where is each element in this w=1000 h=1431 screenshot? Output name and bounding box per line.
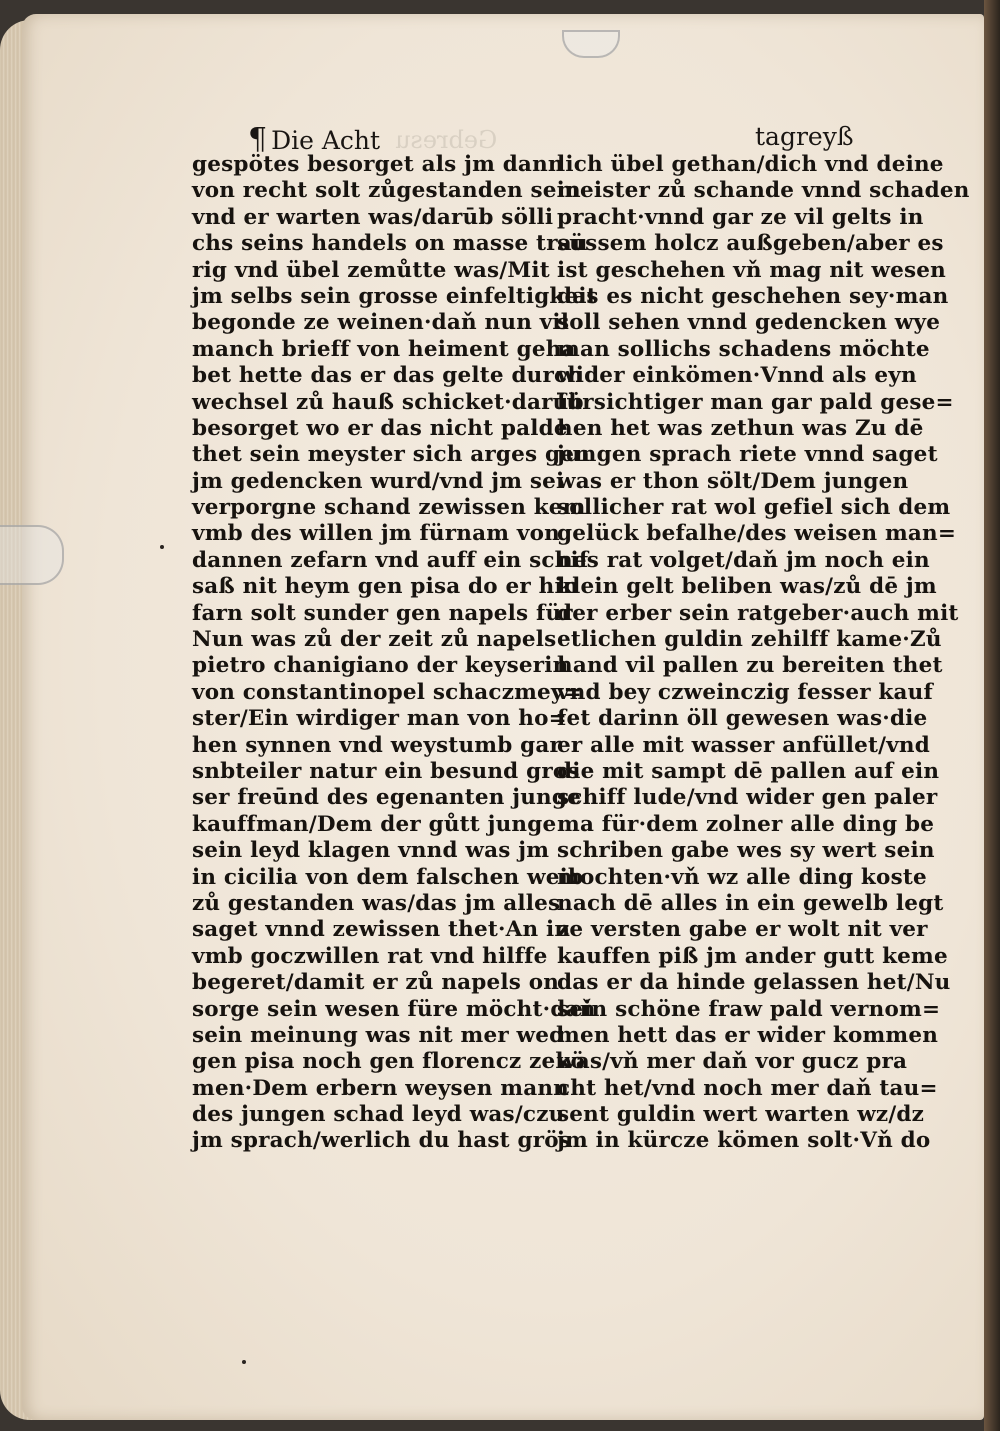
text-line: gespötes besorget als jm dann xyxy=(192,152,564,177)
text-line: rig vnd übel zemůtte was/Mit xyxy=(192,257,550,283)
text-line: man sollichs schadens möchte xyxy=(557,336,930,362)
text-line: jungen sprach riete vnnd saget xyxy=(557,442,938,468)
text-line: chs seins handels on masse trau xyxy=(192,231,588,257)
text-line: Nun was zů der zeit zů napels xyxy=(192,627,557,653)
text-line: vmb des willen jm fürnam von xyxy=(192,521,560,547)
text-line: von recht solt zůgestanden sein xyxy=(192,178,581,204)
text-line: saß nit heym gen pisa do er hin xyxy=(192,574,579,600)
text-line: süssem holcz außgeben/aber es xyxy=(557,231,944,257)
text-line: kauffman/Dem der gůtt junge xyxy=(192,811,557,837)
text-line: des jungen schad leyd was/czu xyxy=(192,1102,565,1128)
text-line: von constantinopel schaczmey= xyxy=(192,679,582,705)
text-line: vnd er warten was/darūb sölli xyxy=(192,204,554,230)
text-line: hand vil pallen zu bereiten thet xyxy=(557,653,943,679)
text-line: nes rat volget/daň jm noch ein xyxy=(557,547,930,573)
text-line: cht het/vnd noch mer daň tau= xyxy=(557,1075,938,1101)
text-line: sollicher rat wol gefiel sich dem xyxy=(557,495,951,521)
text-line: die mit sampt dē pallen auf ein xyxy=(557,758,940,784)
text-line: ma für·dem zolner alle ding be xyxy=(557,811,935,837)
text-line: ster/Ein wirdiger man von ho= xyxy=(192,706,567,732)
ink-speck xyxy=(160,545,164,549)
text-line: fürsichtiger man gar pald gese= xyxy=(557,389,954,415)
text-line: etlichen guldin zehilff kame·Zů xyxy=(557,627,942,653)
text-line: zů gestanden was/das jm alles xyxy=(192,890,561,916)
text-line: begeret/damit er zů napels on xyxy=(192,970,560,996)
text-line: manch brieff von heiment geha xyxy=(192,336,576,362)
text-column-right xyxy=(557,152,970,1155)
text-line: nach dē alles in ein gewelb legt xyxy=(557,890,944,916)
text-line: was/vň mer daň vor gucz pra xyxy=(557,1049,908,1075)
clamp-tab-left xyxy=(0,525,64,585)
text-line: wider einkömen·Vnnd als eyn xyxy=(557,363,917,389)
text-line: men hett das er wider kommen xyxy=(557,1022,939,1048)
text-line: verporgne schand zewissen kem xyxy=(192,495,586,521)
text-line: bet hette das er das gelte durch xyxy=(192,363,584,389)
text-line: der erber sein ratgeber·auch mit xyxy=(557,600,959,626)
text-line: men·Dem erbern weysen mann xyxy=(192,1075,569,1101)
text-line: vmb goczwillen rat vnd hilffe xyxy=(192,943,548,969)
text-line: thet sein meyster sich arges gen xyxy=(192,442,590,468)
text-line: sein schöne fraw pald vernom= xyxy=(557,996,941,1022)
ink-speck xyxy=(242,1360,246,1364)
text-line: schriben gabe wes sy wert sein xyxy=(557,838,935,864)
text-line: klein gelt beliben was/zů dē jm xyxy=(557,574,937,600)
text-line: das er da hinde gelassen het/Nu xyxy=(557,970,951,996)
text-line: pietro chanigiano der keyserin xyxy=(192,653,569,679)
text-line: wechsel zů hauß schicket·darūb xyxy=(192,389,584,415)
text-line: jm selbs sein grosse einfeltigkeit xyxy=(192,283,597,309)
text-line: farn solt sunder gen napels für xyxy=(192,600,573,626)
text-line: hen het was zethun was Zu dē xyxy=(557,415,924,441)
text-line: sorge sein wesen füre möcht·daň xyxy=(192,996,596,1022)
text-line: sein meinung was nit mer wed xyxy=(192,1022,565,1048)
text-line: jm gedencken wurd/vnd jm sei xyxy=(192,468,565,494)
text-line: gelück befalhe/des weisen man= xyxy=(557,521,957,547)
text-line: meister zů schande vnnd schaden xyxy=(557,178,970,204)
text-line: in cicilia von dem falschen weib xyxy=(192,864,584,890)
header-left-text: Die Acht xyxy=(271,126,381,155)
text-line: begonde ze weinen·daň nun vil xyxy=(192,310,570,336)
text-line: soll sehen vnnd gedencken wye xyxy=(557,310,941,336)
text-line: besorget wo er das nicht palde xyxy=(192,415,568,441)
text-line: mochten·vň wz alle ding koste xyxy=(557,864,927,890)
text-line: gen pisa noch gen florencz zekö xyxy=(192,1049,586,1075)
text-line: pracht·vnnd gar ze vil gelts in xyxy=(557,204,924,230)
text-line: dannen zefarn vnd auff ein schif xyxy=(192,547,589,573)
text-line: das es nicht geschehen sey·man xyxy=(557,283,949,309)
text-line: ser freūnd des egenanten junge xyxy=(192,785,582,811)
text-line: ist geschehen vň mag nit wesen xyxy=(557,257,946,283)
text-line: fet darinn öll gewesen was·die xyxy=(557,706,928,732)
text-column-left xyxy=(192,152,597,1155)
text-line: snbteiler natur ein besund gros xyxy=(192,758,580,784)
text-line: jm in kürcze kömen solt·Vň do xyxy=(557,1128,931,1154)
text-line: hen synnen vnd weystumb gar xyxy=(192,732,562,758)
running-header-right: tagreyß xyxy=(755,122,854,151)
text-line: schiff lude/vnd wider gen paler xyxy=(557,785,938,811)
text-line: vnd bey czweinczig fesser kauf xyxy=(557,679,933,705)
text-line: jm sprach/werlich du hast grös xyxy=(192,1128,572,1154)
text-line: er alle mit wasser anfüllet/vnd xyxy=(557,732,930,758)
text-line: sent guldin wert warten wz/dz xyxy=(557,1102,925,1128)
bleed-through-text: Gebresu xyxy=(395,126,498,154)
text-line: saget vnnd zewissen thet·An in xyxy=(192,917,571,943)
book-cover-edge xyxy=(984,0,1000,1431)
text-line: was er thon sölt/Dem jungen xyxy=(557,468,909,494)
text-line: ze versten gabe er wolt nit ver xyxy=(557,917,928,943)
text-line: lich übel gethan/dich vnd deine xyxy=(557,152,944,177)
text-line: kauffen piß jm ander gutt keme xyxy=(557,943,948,969)
text-line: sein leyd klagen vnnd was jm xyxy=(192,838,550,864)
pilcrow-mark: ¶ xyxy=(248,122,268,157)
